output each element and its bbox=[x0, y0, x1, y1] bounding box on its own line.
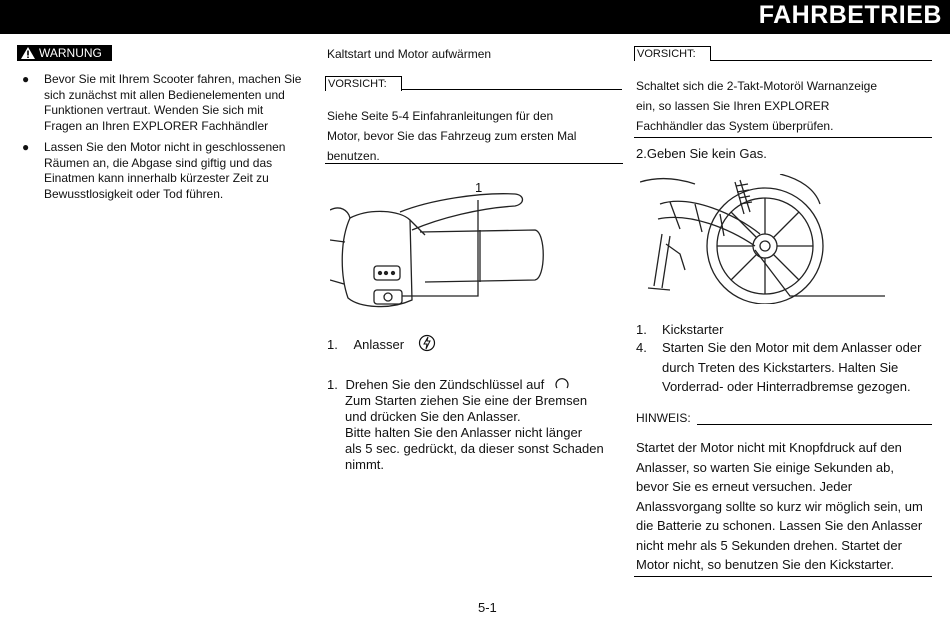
text-line: Schaltet sich die 2-Takt-Motoröl Warnanzeige bbox=[636, 79, 877, 93]
key-position-icon bbox=[554, 376, 570, 392]
text-line: Zum Starten ziehen Sie eine der Bremsen bbox=[345, 393, 588, 408]
caution-label: VORSICHT: bbox=[634, 46, 711, 61]
text-line: Siehe Seite 5-4 Einfahranleitungen für den bbox=[327, 109, 554, 123]
figure-callout: 1 bbox=[475, 180, 483, 195]
step-2: 2.Geben Sie kein Gas. bbox=[636, 146, 767, 161]
warning-text: Lassen Sie den Motor nicht in geschlossenen Räumen an, die Abgase sind giftig und das Einatmen kann innerhalb kürzester Zeit zu Bewusstlosigkeit oder Tod führen. bbox=[44, 140, 286, 201]
text-line: Motor nicht, so benutzen Sie den Kickstarter. bbox=[636, 557, 894, 572]
list-item bbox=[636, 338, 921, 397]
caution-text bbox=[636, 76, 877, 136]
warning-list bbox=[22, 72, 302, 208]
item-number: 4. bbox=[636, 340, 647, 355]
divider bbox=[697, 424, 932, 425]
text-line: die Batterie zu schonen. Lassen Sie den Anlasser bbox=[636, 518, 923, 533]
step-1 bbox=[327, 376, 617, 473]
caution-label: VORSICHT: bbox=[325, 76, 402, 91]
text-line: Starten Sie den Motor mit dem Anlasser oder bbox=[662, 340, 922, 355]
text-line: Kickstarter bbox=[662, 322, 724, 337]
warning-badge bbox=[17, 45, 112, 61]
right-list bbox=[636, 322, 921, 397]
text-line: Vorderrad- oder Hinterradbremse gezogen. bbox=[662, 379, 911, 394]
list-item bbox=[22, 140, 302, 202]
handlebar-switch-illustration bbox=[330, 180, 550, 315]
section-heading: Kaltstart und Motor aufwärmen bbox=[327, 47, 492, 61]
hint-text bbox=[636, 438, 923, 575]
text-line: Motor, bevor Sie das Fahrzeug zum ersten Mal bbox=[327, 129, 577, 143]
divider bbox=[634, 137, 932, 138]
text-line: Drehen Sie den Zündschlüssel auf bbox=[345, 377, 545, 392]
text-line: und drücken Sie den Anlasser. bbox=[345, 409, 521, 424]
divider bbox=[325, 163, 623, 164]
caution-text bbox=[327, 106, 576, 166]
text-line: ein, so lassen Sie Ihren EXPLORER bbox=[636, 99, 830, 113]
text-line: Anlasser, so warten Sie einige Sekunden ab, bbox=[636, 459, 895, 475]
warning-label: WARNUNG bbox=[39, 46, 102, 60]
list-item bbox=[636, 322, 921, 338]
list-item bbox=[22, 72, 302, 134]
item-number: 1. bbox=[636, 322, 647, 337]
figure-caption bbox=[327, 334, 436, 353]
step-number: 1. bbox=[327, 377, 338, 392]
text-line: Startet der Motor nicht mit Knopfdruck auf den bbox=[636, 440, 902, 455]
text-line: nimmt. bbox=[345, 457, 384, 472]
page-number: 5-1 bbox=[478, 600, 497, 615]
divider bbox=[710, 60, 932, 61]
header-bar bbox=[0, 0, 950, 34]
hint-label: HINWEIS: bbox=[636, 411, 691, 425]
page-title: FAHRBETRIEB bbox=[758, 1, 942, 29]
divider bbox=[634, 576, 932, 577]
bullet-icon: ● bbox=[22, 140, 30, 154]
warning-text: Bevor Sie mit Ihrem Scooter fahren, machen Sie sich zunächst mit allen Bedienelementen und Funktionen vertraut. Wenden Sie sich mit Fragen an Ihren EXPLORER Fachhändler bbox=[44, 72, 302, 133]
text-line: bevor Sie es erneut versuchen. Jeder bbox=[636, 479, 853, 494]
kickstarter-illustration bbox=[640, 174, 890, 304]
caption-text: Anlasser bbox=[353, 337, 405, 352]
text-line: benutzen. bbox=[327, 149, 380, 163]
text-line: nicht mehr als 5 Sekunden drehen. Startet der bbox=[636, 537, 902, 553]
text-line: durch Treten des Kickstarters. Halten Sie bbox=[662, 359, 899, 375]
warning-triangle-icon bbox=[21, 47, 35, 59]
text-line: Fachhändler das System überprüfen. bbox=[636, 119, 834, 133]
text-line: Bitte halten Sie den Anlasser nicht länger bbox=[345, 425, 583, 440]
divider bbox=[401, 89, 622, 90]
caption-number: 1. bbox=[327, 337, 338, 352]
starter-icon bbox=[418, 334, 436, 352]
text-line: Anlassvorgang sollte so kurz wir möglich sein, um bbox=[636, 498, 923, 514]
text-line: als 5 sec. gedrückt, da dieser sonst Schaden bbox=[345, 441, 604, 456]
bullet-icon: ● bbox=[22, 72, 30, 86]
